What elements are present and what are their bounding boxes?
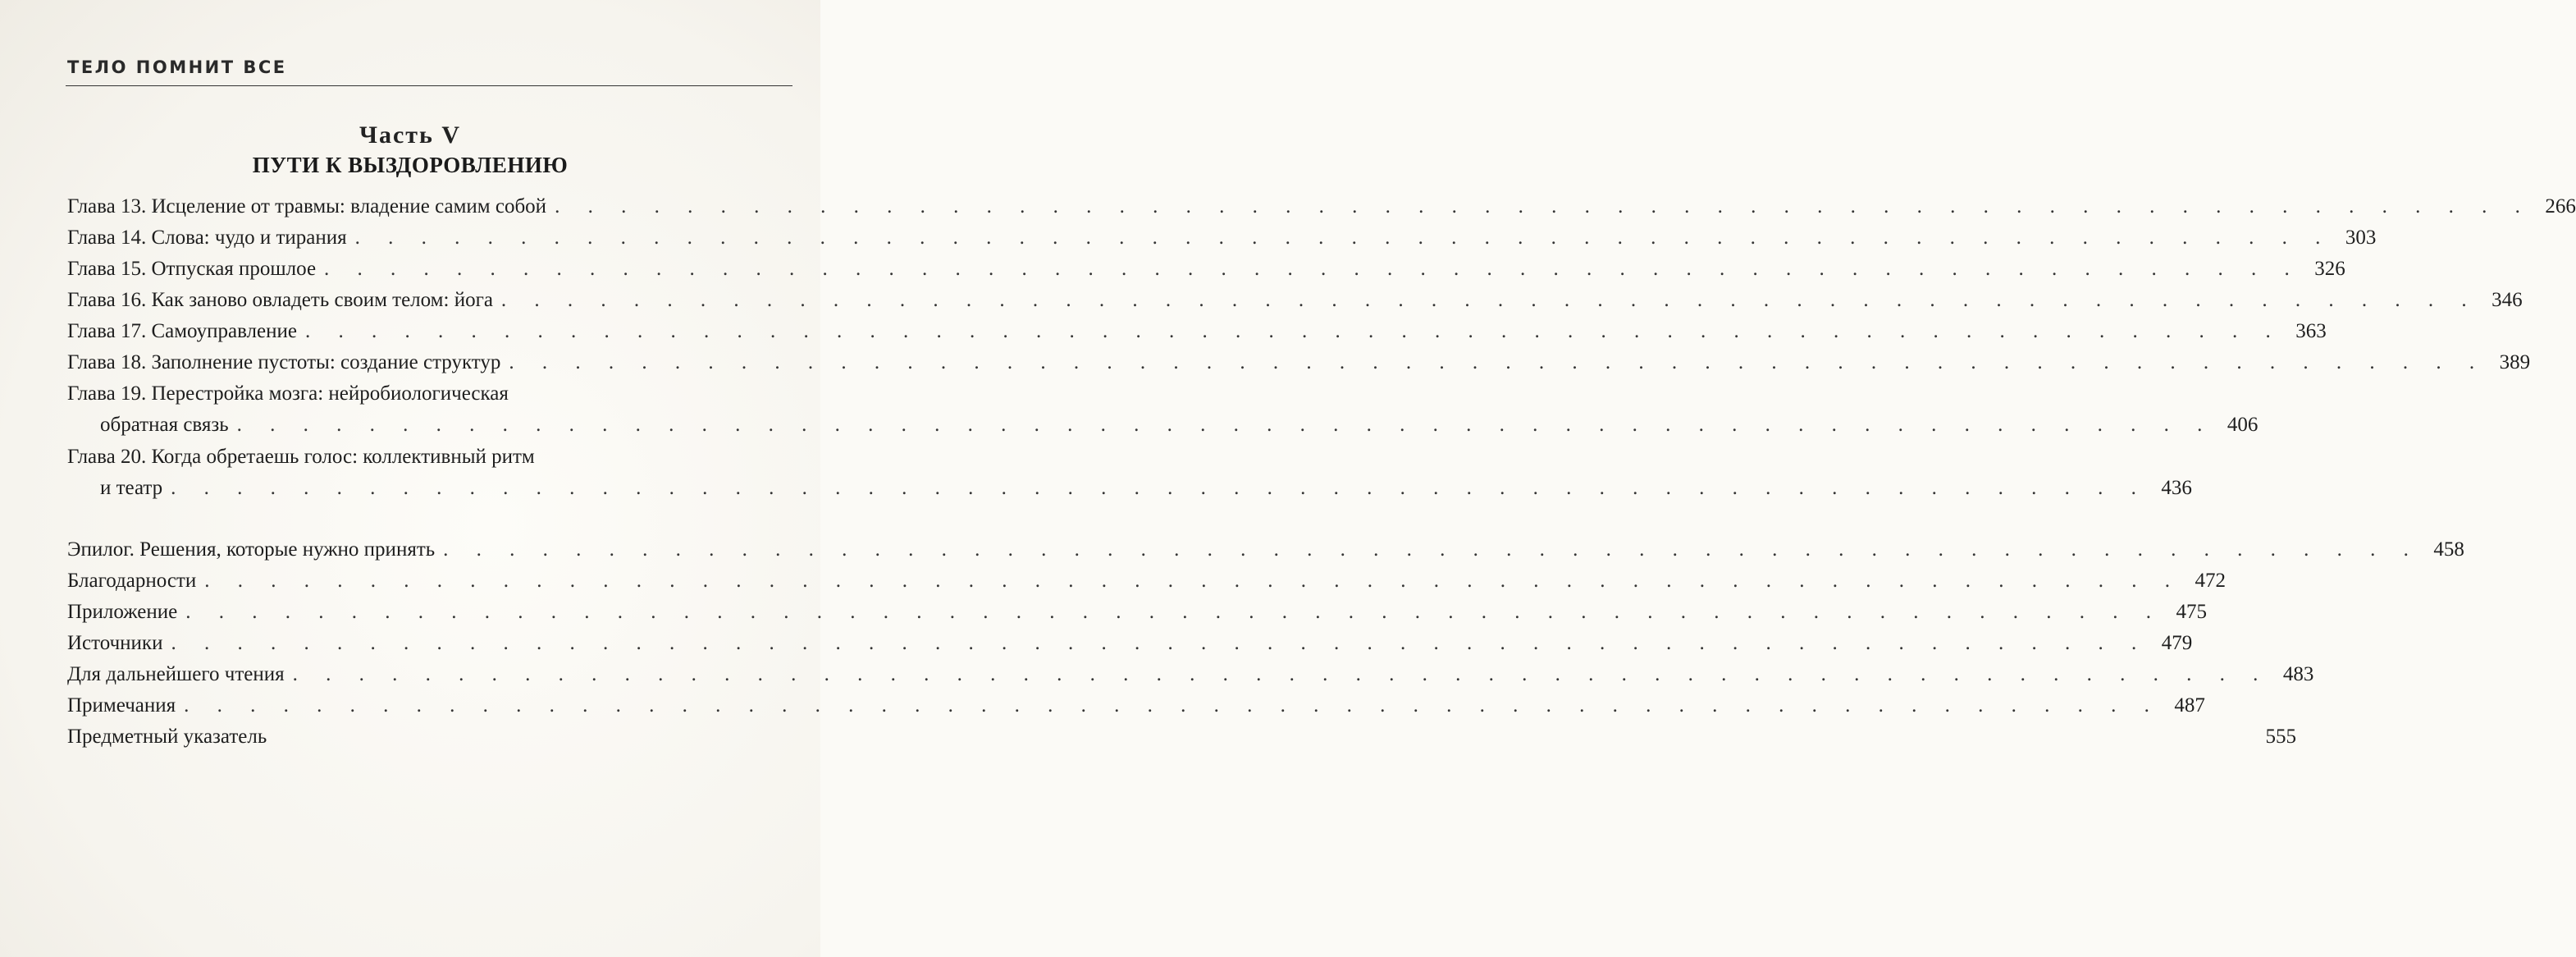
toc-page-number: 487 — [2174, 694, 2205, 717]
toc-page-number: 436 — [2161, 477, 2192, 499]
toc-entry-epilogue[interactable] — [67, 538, 2464, 565]
toc-page-number: 389 — [2499, 351, 2531, 373]
header-rule — [66, 85, 792, 86]
toc-entry-chapter-19[interactable] — [100, 414, 2259, 440]
toc-entry-chapter-18[interactable] — [67, 351, 2531, 378]
toc-leader-dots: . . . . . . . . . . . . . . . . . . . . . . . . . . . . . . . . . . . . . . . . . . . . . . . . . . . . . . . . . . . . — [292, 663, 2270, 685]
toc-page-number: 483 — [2282, 663, 2314, 685]
toc-page-number: 346 — [2492, 289, 2523, 311]
toc-leader-dots: . . . . . . . . . . . . . . . . . . . . . . . . . . . . . . . . . . . . . . . . . . . . . . . . . . . . . . . . . . . . — [500, 289, 2478, 311]
toc-entry-label: Для дальнейшего чтения — [67, 663, 285, 685]
toc-leader-dots: . . . . . . . . . . . . . . . . . . . . . . . . . . . . . . . . . . . . . . . . . . . . . . . . . . . . . . . . . . . . — [171, 477, 2148, 499]
toc-page-number: 326 — [2314, 258, 2345, 280]
toc-entry-label: Эпилог. Решения, которые нужно принять — [67, 538, 436, 561]
toc-page-number: 266 — [2545, 195, 2576, 218]
toc-leader-dots: . . . . . . . . . . . . . . . . . . . . . . . . . . . . . . . . . . . . . . . . . . . . . . . . . . . . . . . . . . . . — [204, 570, 2181, 592]
toc-leader-dots: . . . . . . . . . . . . . . . . . . . . . . . . . . . . . . . . . . . . . . . . . . . . . . . . . . . . . . . . . . . . — [354, 227, 2332, 249]
toc-entry-label: Глава 17. Самоуправление — [67, 320, 297, 342]
toc-page-number: 406 — [2227, 414, 2259, 436]
toc-leader-dots: . . . . . . . . . . . . . . . . . . . . . . . . . . . . . . . . . . . . . . . . . . . . . . . . . . . . . . . . . . . . — [443, 538, 2420, 561]
toc-leader-dots: . . . . . . . . . . . . . . . . . . . . . . . . . . . . . . . . . . . . . . . . . . . . . . . . . . . . . . . . . . . . — [184, 694, 2161, 717]
toc-entry-label: Благодарности — [67, 570, 197, 592]
toc-entry-chapter-14[interactable] — [67, 227, 2377, 253]
toc-leader-dots: . . . . . . . . . . . . . . . . . . . . . . . . . . . . . . . . . . . . . . . . . . . . . . . . . . . . . . . . . . . . — [236, 414, 2214, 436]
toc-entry-label: Глава 16. Как заново овладеть своим телом: йога — [67, 289, 493, 311]
toc-leader-dots: . . . . . . . . . . . . . . . . . . . . . . . . . . . . . . . . . . . . . . . . . . . . . . . . . . . . . . . . . . . . — [171, 632, 2149, 654]
toc-entry-index[interactable] — [67, 726, 2297, 752]
toc-leader-dots: . . . . . . . . . . . . . . . . . . . . . . . . . . . . . . . . . . . . . . . . . . . . . . . . . . . . . . . . . . . . — [324, 258, 2301, 280]
toc-entry-chapter-17[interactable] — [67, 320, 2327, 346]
toc-entry-chapter-15[interactable] — [67, 258, 2345, 284]
toc-page-number: 363 — [2295, 320, 2327, 342]
part-title: ПУТИ К ВЫЗДОРОВЛЕНИЮ — [252, 153, 569, 177]
toc-page-number: 479 — [2161, 632, 2193, 654]
toc-entry-chapter-19-label[interactable]: Глава 19. Перестройка мозга: нейробиологическая — [67, 382, 509, 405]
toc-entry-label: Приложение — [67, 601, 178, 623]
part-label: Часть V — [359, 121, 462, 149]
toc-page-number: 475 — [2176, 601, 2207, 623]
toc-leader-dots: . . . . . . . . . . . . . . . . . . . . . . . . . . . . . . . . . . . . . . . . . . . . . . . . . . . . . . . . . . . . — [185, 601, 2163, 623]
toc-page-number: 303 — [2345, 227, 2377, 249]
toc-entry-chapter-13[interactable] — [67, 195, 2576, 222]
toc-entry-label: Примечания — [67, 694, 176, 717]
toc-entry-label: Глава 18. Заполнение пустоты: создание структур — [67, 351, 501, 373]
toc-entry-continuation: обратная связь — [100, 414, 229, 436]
toc-page-number: 472 — [2195, 570, 2226, 592]
toc-page-number: 555 — [2265, 726, 2297, 748]
toc-entry-continuation: и театр — [100, 477, 163, 499]
toc-entry-sources[interactable] — [67, 632, 2193, 658]
toc-entry-chapter-20-label[interactable]: Глава 20. Когда обретаешь голос: коллективный ритм — [67, 446, 535, 468]
running-head: ТЕЛО ПОМНИТ ВСЕ — [67, 57, 287, 77]
toc-entry-label: Глава 14. Слова: чудо и тирания — [67, 227, 347, 249]
toc-page-number: 458 — [2433, 538, 2464, 561]
toc-entry-chapter-20[interactable] — [100, 477, 2192, 503]
toc-leader-dots: . . . . . . . . . . . . . . . . . . . . . . . . . . . . . . . . . . . . . . . . . . . . . . . . . . . . . . . . . . . . — [555, 195, 2532, 218]
toc-entry-label: Источники — [67, 632, 163, 654]
toc-leader-dots: . . . . . . . . . . . . . . . . . . . . . . . . . . . . . . . . . . . . . . . . . . . . . . . . . . . . . . . . . . . . — [304, 320, 2282, 342]
toc-entry-acknowledgements[interactable] — [67, 570, 2226, 596]
toc-entry-label: Предметный указатель — [67, 726, 267, 748]
toc-leader-dots: . . . . . . . . . . . . . . . . . . . . . . . . . . . . . . . . . . . . . . . . . . . . . . . . . . . . . . . . . . . . — [509, 351, 2487, 373]
toc-entry-label: Глава 13. Исцеление от травмы: владение самим собой — [67, 195, 547, 218]
toc-entry-notes[interactable] — [67, 694, 2205, 721]
toc-entry-label: Глава 15. Отпуская прошлое — [67, 258, 317, 280]
toc-entry-appendix[interactable] — [67, 601, 2207, 627]
toc-entry-further-reading[interactable] — [67, 663, 2314, 689]
toc-entry-chapter-16[interactable] — [67, 289, 2523, 315]
